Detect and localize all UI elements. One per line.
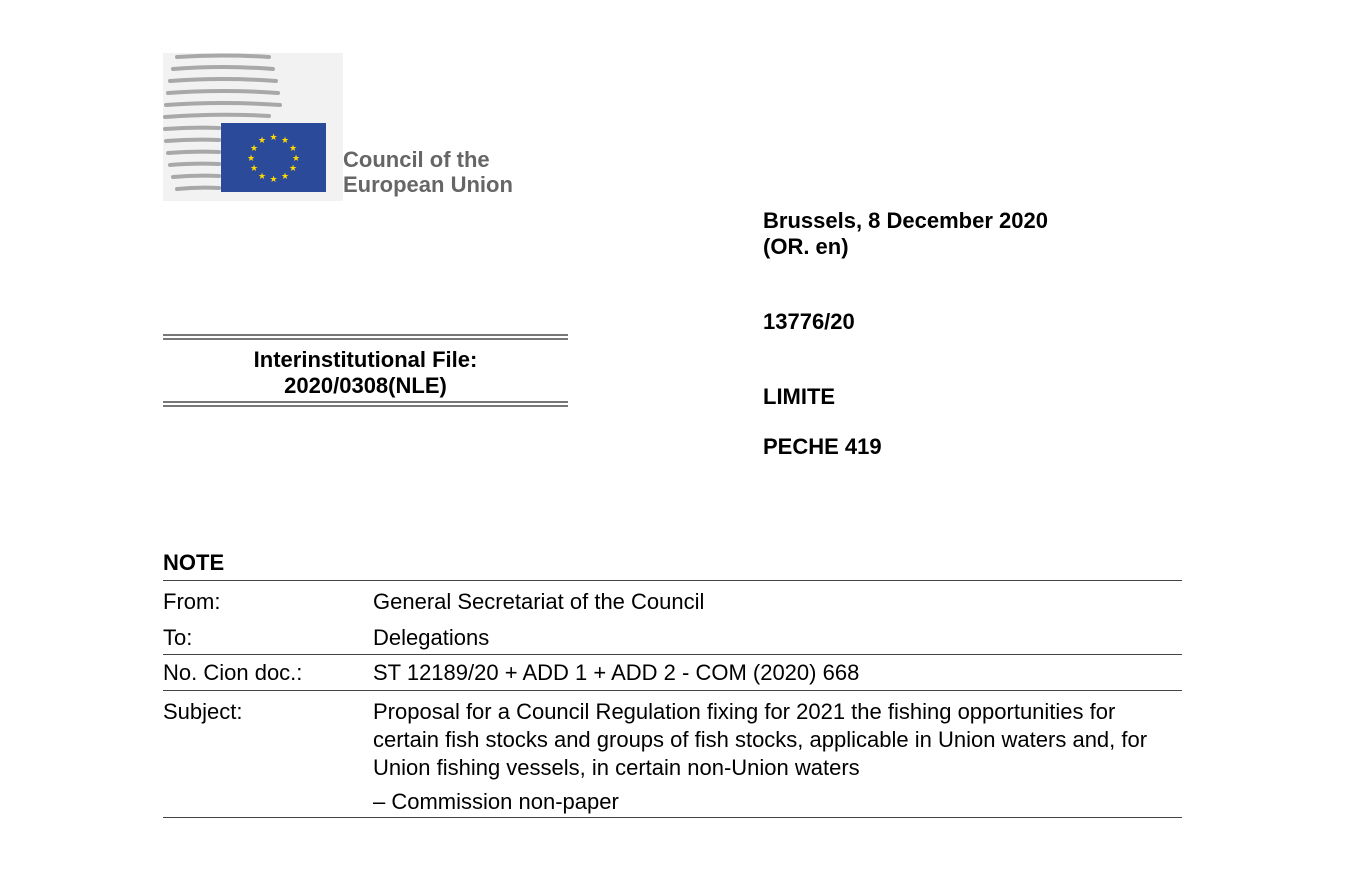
council-logo: [163, 53, 343, 201]
document-number: 13776/20: [763, 309, 855, 334]
table-row: [163, 655, 1182, 690]
table-row: [163, 581, 1182, 615]
note-table: [163, 580, 1182, 818]
row-value: Proposal for a Council Regulation fixing for 2021 the fishing opportunities for certain fish stocks and groups of fish stocks, applicable in Union waters and, for Union fishing vessels, in certain non-Union waters: [373, 699, 1148, 780]
interinstitutional-file: [163, 340, 568, 401]
interinstitutional-file-box: [163, 334, 568, 407]
original-language: (OR. en): [763, 234, 849, 259]
svg-text:★: ★: [246, 154, 256, 164]
table-row: [163, 615, 1182, 654]
svg-text:★: ★: [257, 136, 267, 146]
row-value: Delegations: [373, 625, 490, 650]
organisation-name: [343, 147, 513, 197]
place-and-date: Brussels, 8 December 2020: [763, 208, 1048, 233]
bottom-double-rule: [163, 401, 568, 407]
org-name-line2: European Union: [343, 172, 513, 197]
interinstitutional-label: Interinstitutional File:: [253, 347, 478, 372]
subject-code: PECHE 419: [763, 434, 882, 459]
svg-text:★: ★: [280, 136, 290, 146]
subject-suffix: – Commission non-paper: [373, 789, 619, 814]
svg-text:★: ★: [249, 164, 259, 174]
table-row: [163, 782, 1182, 817]
svg-text:★: ★: [269, 133, 278, 143]
table-row: [163, 691, 1182, 782]
svg-text:★: ★: [291, 154, 301, 164]
row-value: ST 12189/20 + ADD 1 + ADD 2 - COM (2020) 668: [373, 660, 860, 685]
row-value: General Secretariat of the Council: [373, 589, 705, 614]
svg-text:★: ★: [249, 144, 259, 154]
row-label: Subject:: [163, 699, 243, 724]
row-label: From:: [163, 589, 221, 614]
svg-text:★: ★: [269, 175, 278, 185]
classification: LIMITE: [763, 384, 836, 409]
svg-text:★: ★: [288, 164, 298, 174]
svg-text:★: ★: [280, 172, 290, 182]
svg-text:★: ★: [257, 172, 267, 182]
org-name-line1: Council of the: [343, 147, 490, 172]
row-label: To:: [163, 625, 193, 650]
divider: [163, 817, 1182, 818]
note-title: NOTE: [163, 550, 225, 575]
interinstitutional-ref: 2020/0308(NLE): [284, 373, 447, 398]
row-label: No. Cion doc.:: [163, 660, 303, 685]
svg-text:★: ★: [288, 144, 298, 154]
